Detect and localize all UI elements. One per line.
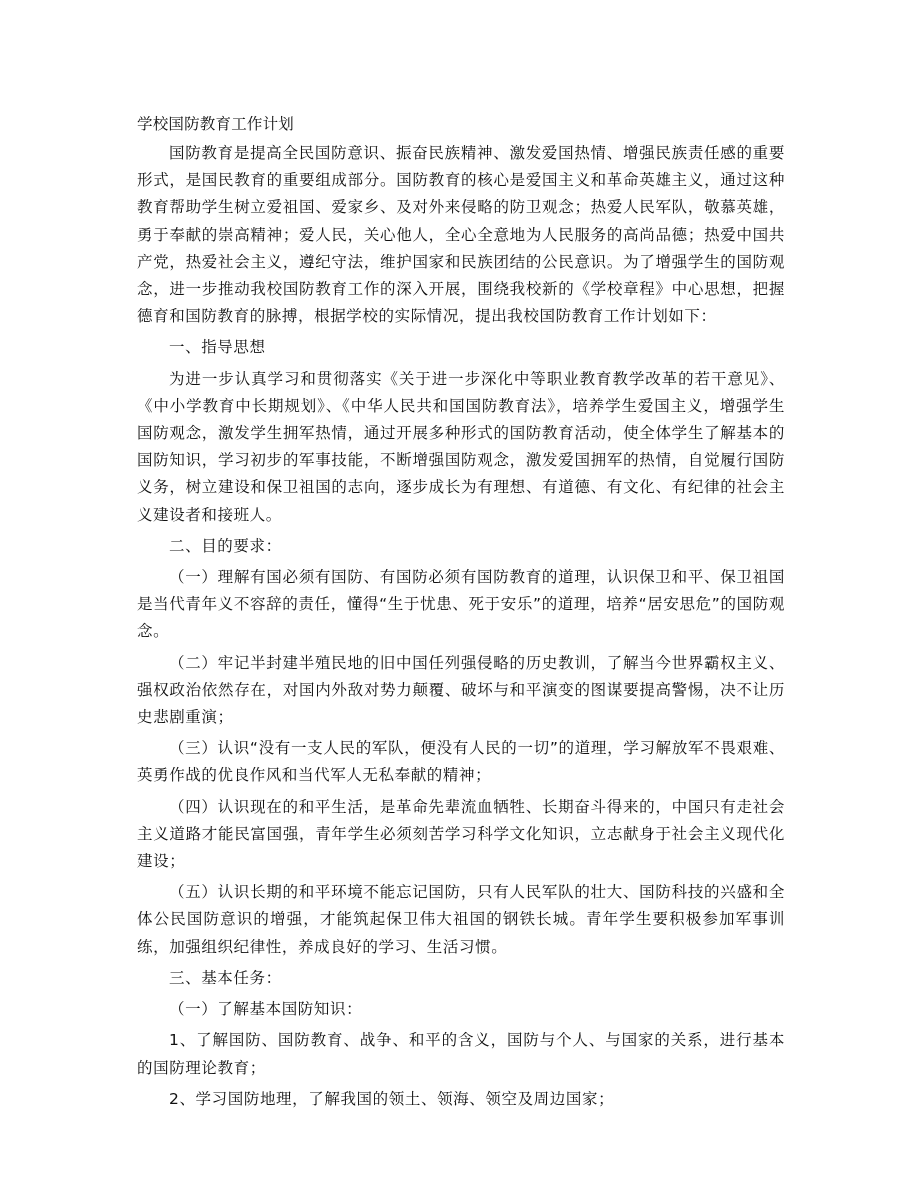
requirement-paragraph-4: （四）认识现在的和平生活，是革命先辈流血牺牲、长期奋斗得来的，中国只有走社会主义道路才能民富国强，青年学生必须刻苦学习科学文化知识，立志献身于社会主义现代化建设； <box>137 797 785 871</box>
intro-paragraph: 国防教育是提高全民国防意识、振奋民族精神、激发爱国热情、增强民族责任感的重要形式，是国民教育的重要组成部分。国防教育的核心是爱国主义和革命英雄主义，通过这种教育帮助学生树立爱祖国、爱家乡、及对外来侵略的防卫观念；热爱人民军队，敬慕英雄，勇于奉献的崇高精神；爱人民，关心他人，全心全意地为人民服务的高尚品德；热爱中国共产党，热爱社会主义，遵纪守法，维护国家和民族团结的公民意识。为了增强学生的国防观念，进一步推动我校国防教育工作的深入开展，围绕我校新的《学校章程》中心思想，把握德育和国防教育的脉搏，根据学校的实际情况，提出我校国防教育工作计划如下： <box>137 144 785 326</box>
requirement-paragraph-2: （二）牢记半封建半殖民地的旧中国任列强侵略的历史教训，了解当今世界霸权主义、强权政治依然存在，对国内外敌对势力颠覆、破坏与和平演变的图谋要提高警惕，决不让历史悲剧重演； <box>137 653 785 727</box>
task-subheading-1: （一）了解基本国防知识： <box>169 1000 363 1019</box>
document-page <box>137 108 785 1117</box>
section-heading-basic-tasks: 三、基本任务： <box>169 968 282 987</box>
section-heading-guiding-ideology: 一、指导思想 <box>169 338 266 357</box>
task-item-2: 2、学习国防地理，了解我国的领土、领海、领空及周边国家； <box>169 1089 615 1108</box>
task-item-1: 1、了解国防、国防教育、战争、和平的含义，国防与个人、与国家的关系，进行基本的国防理论教育； <box>137 1031 785 1077</box>
requirement-paragraph-5: （五）认识长期的和平环境不能忘记国防，只有人民军队的壮大、国防科技的兴盛和全体公民国防意识的增强，才能筑起保卫伟大祖国的钢铁长城。青年学生要积极参加军事训练，加强组织纪律性，养成良好的学习、生活习惯。 <box>137 883 785 956</box>
section-heading-objectives: 二、目的要求： <box>169 536 282 555</box>
requirement-paragraph-3: （三）认识“没有一支人民的军队，便没有人民的一切”的道理，学习解放军不畏艰难、英勇作战的优良作风和当代军人无私奉献的精神； <box>137 739 785 785</box>
requirement-paragraph-1: （一）理解有国必须有国防、有国防必须有国防教育的道理，认识保卫和平、保卫祖国是当代青年义不容辞的责任，懂得“生于忧患、死于安乐”的道理，培养“居安思危”的国防观念。 <box>137 568 785 641</box>
document-title: 学校国防教育工作计划 <box>137 115 295 133</box>
guiding-ideology-paragraph: 为进一步认真学习和贯彻落实《关于进一步深化中等职业教育教学改革的若干意见》、《中小学教育中长期规划》、《中华人民共和国国防教育法》，培养学生爱国主义，增强学生国防观念，激发学生拥军热情，通过开展多种形式的国防教育活动，使全体学生了解基本的国防知识，学习初步的军事技能，不断增强国防观念，激发爱国拥军的热情，自觉履行国防义务，树立建设和保卫祖国的志向，逐步成长为有理想、有道德、有文化、有纪律的社会主义建设者和接班人。 <box>137 369 785 524</box>
